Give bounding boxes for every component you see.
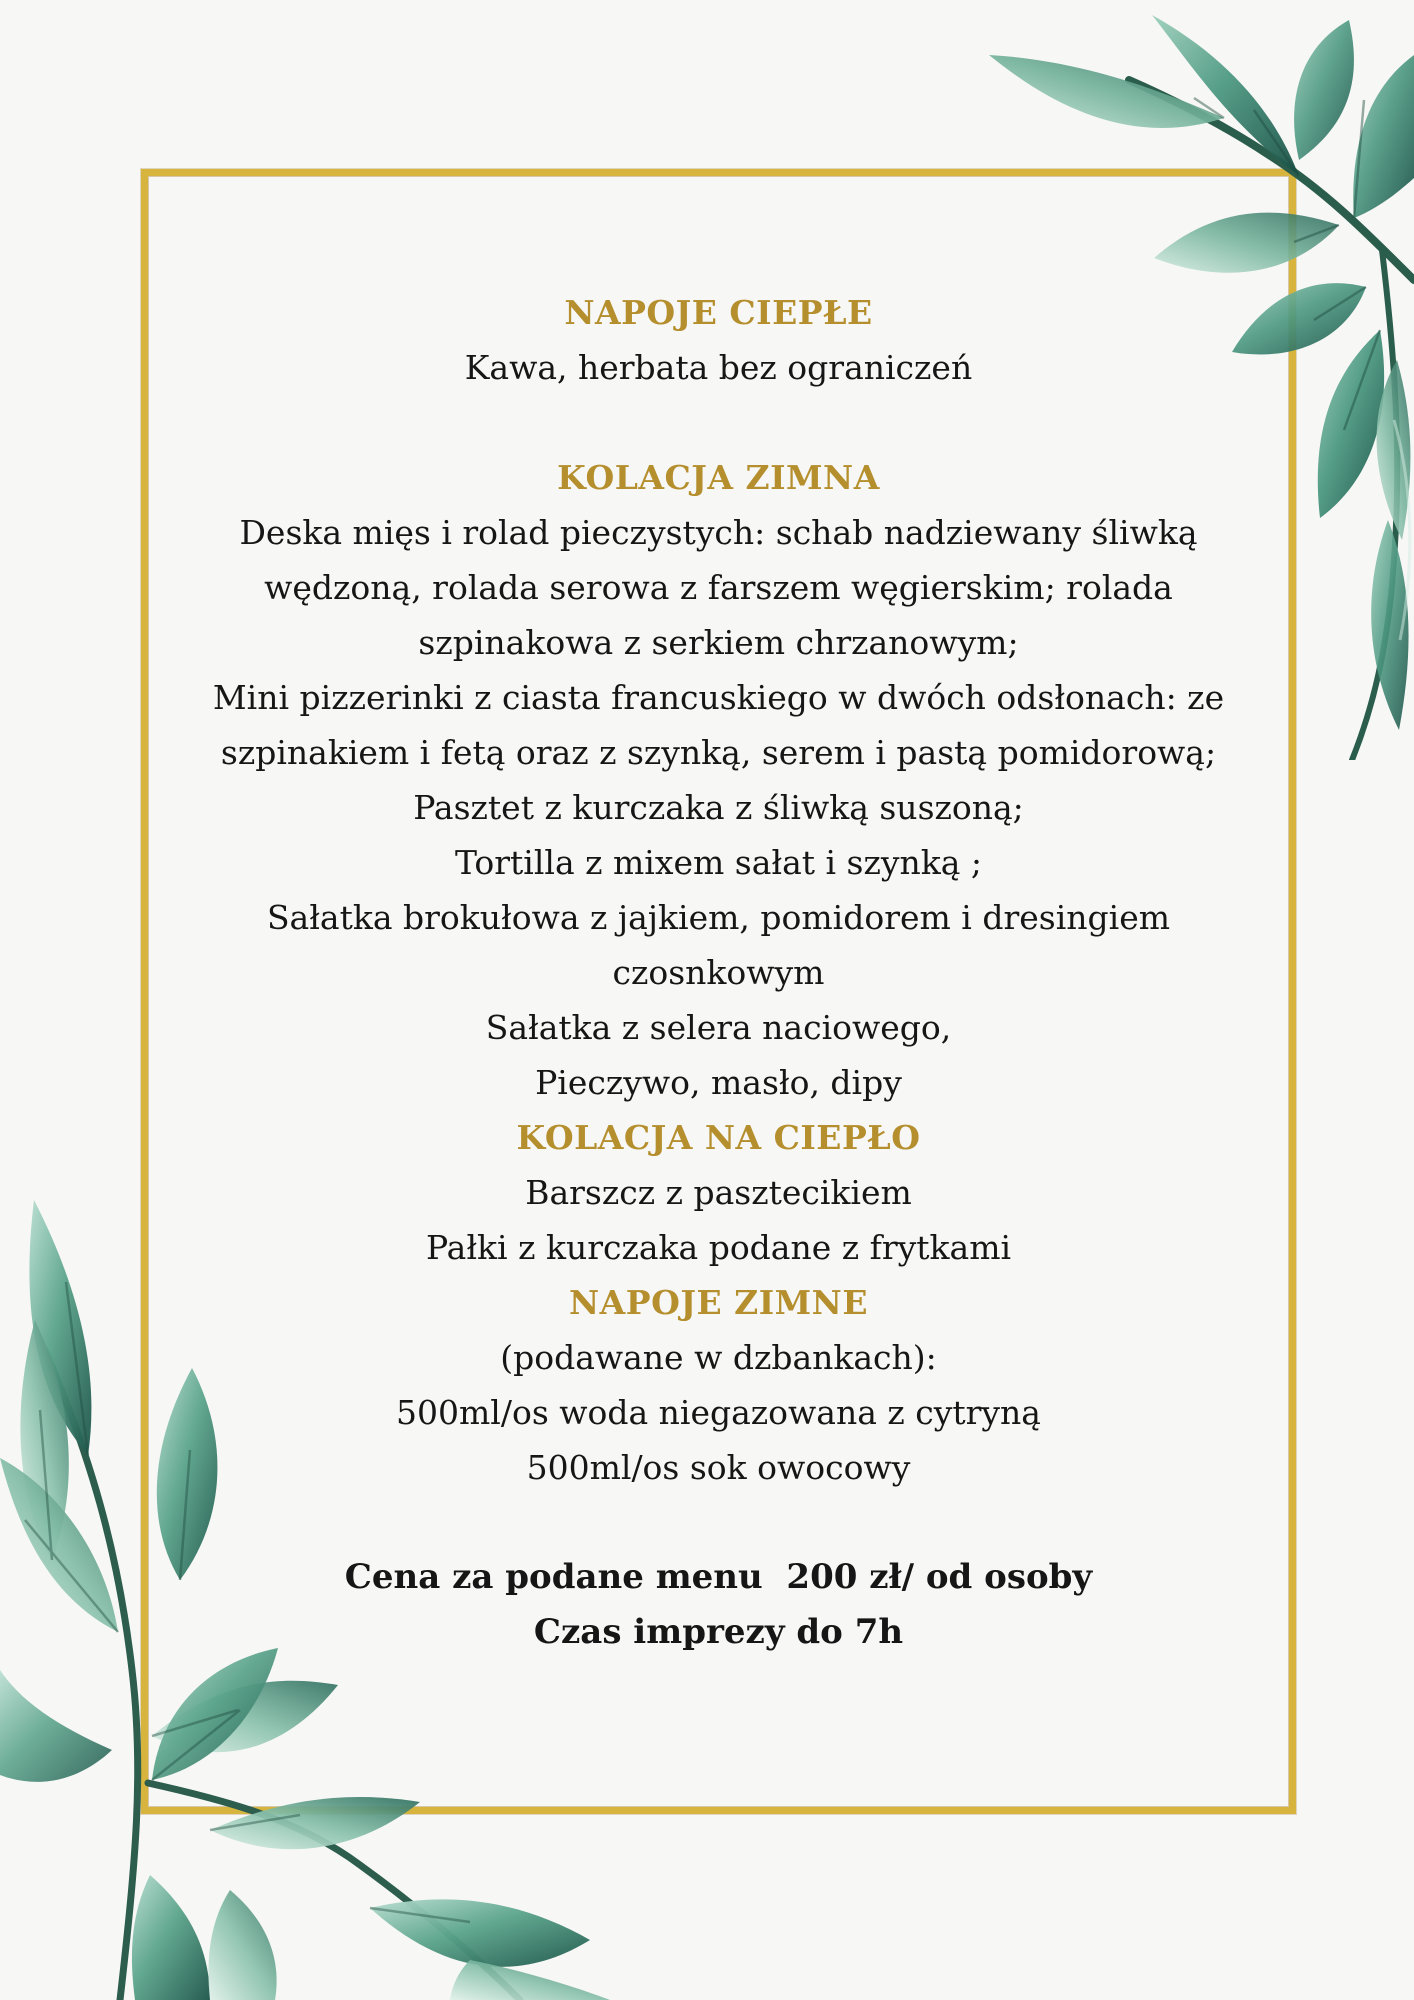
menu-item: Tortilla z mixem sałat i szynką ; xyxy=(454,843,983,882)
menu-item: Barszcz z pasztecikiem xyxy=(525,1173,912,1212)
section-title-cold-drinks: NAPOJE ZIMNE xyxy=(569,1283,868,1322)
menu-item: szpinakowa z serkiem chrzanowym; xyxy=(418,623,1019,662)
menu-content xyxy=(141,285,1296,1660)
price-info: Cena za podane menu 200 zł/ od osoby xyxy=(344,1557,1093,1597)
menu-item: szpinakiem i fetą oraz z szynką, serem i pastą pomidorową; xyxy=(220,733,1217,772)
menu-item: 500ml/os woda niegazowana z cytryną xyxy=(396,1393,1041,1432)
menu-item: Deska mięs i rolad pieczystych: schab nadziewany śliwką xyxy=(239,513,1198,552)
event-summary xyxy=(141,1550,1296,1660)
section-title-hot-drinks: NAPOJE CIEPŁE xyxy=(564,293,873,332)
section-title-cold-dinner: KOLACJA ZIMNA xyxy=(557,458,880,497)
menu-item: (podawane w dzbankach): xyxy=(500,1338,937,1377)
menu-item: Mini pizzerinki z ciasta francuskiego w dwóch odsłonach: ze xyxy=(212,678,1225,717)
duration-info: Czas imprezy do 7h xyxy=(533,1612,904,1652)
menu-item: Pałki z kurczaka podane z frytkami xyxy=(425,1228,1012,1267)
section-title-hot-dinner: KOLACJA NA CIEPŁO xyxy=(516,1118,921,1157)
section-spacer xyxy=(141,1495,1296,1550)
section-hot-dinner xyxy=(141,1110,1296,1275)
menu-item: wędzoną, rolada serowa z farszem węgierskim; rolada xyxy=(264,568,1173,607)
menu-item: czosnkowym xyxy=(612,953,825,992)
section-cold-dinner xyxy=(141,450,1296,1110)
menu-item: Kawa, herbata bez ograniczeń xyxy=(464,348,973,387)
menu-item: Pasztet z kurczaka z śliwką suszoną; xyxy=(413,788,1024,827)
section-hot-drinks xyxy=(141,285,1296,395)
menu-item: 500ml/os sok owocowy xyxy=(526,1448,911,1487)
section-cold-drinks xyxy=(141,1275,1296,1495)
menu-item: Sałatka brokułowa z jajkiem, pomidorem i dresingiem xyxy=(266,898,1171,937)
menu-item: Pieczywo, masło, dipy xyxy=(535,1063,902,1102)
menu-item: Sałatka z selera naciowego, xyxy=(485,1008,952,1047)
section-spacer xyxy=(141,395,1296,450)
